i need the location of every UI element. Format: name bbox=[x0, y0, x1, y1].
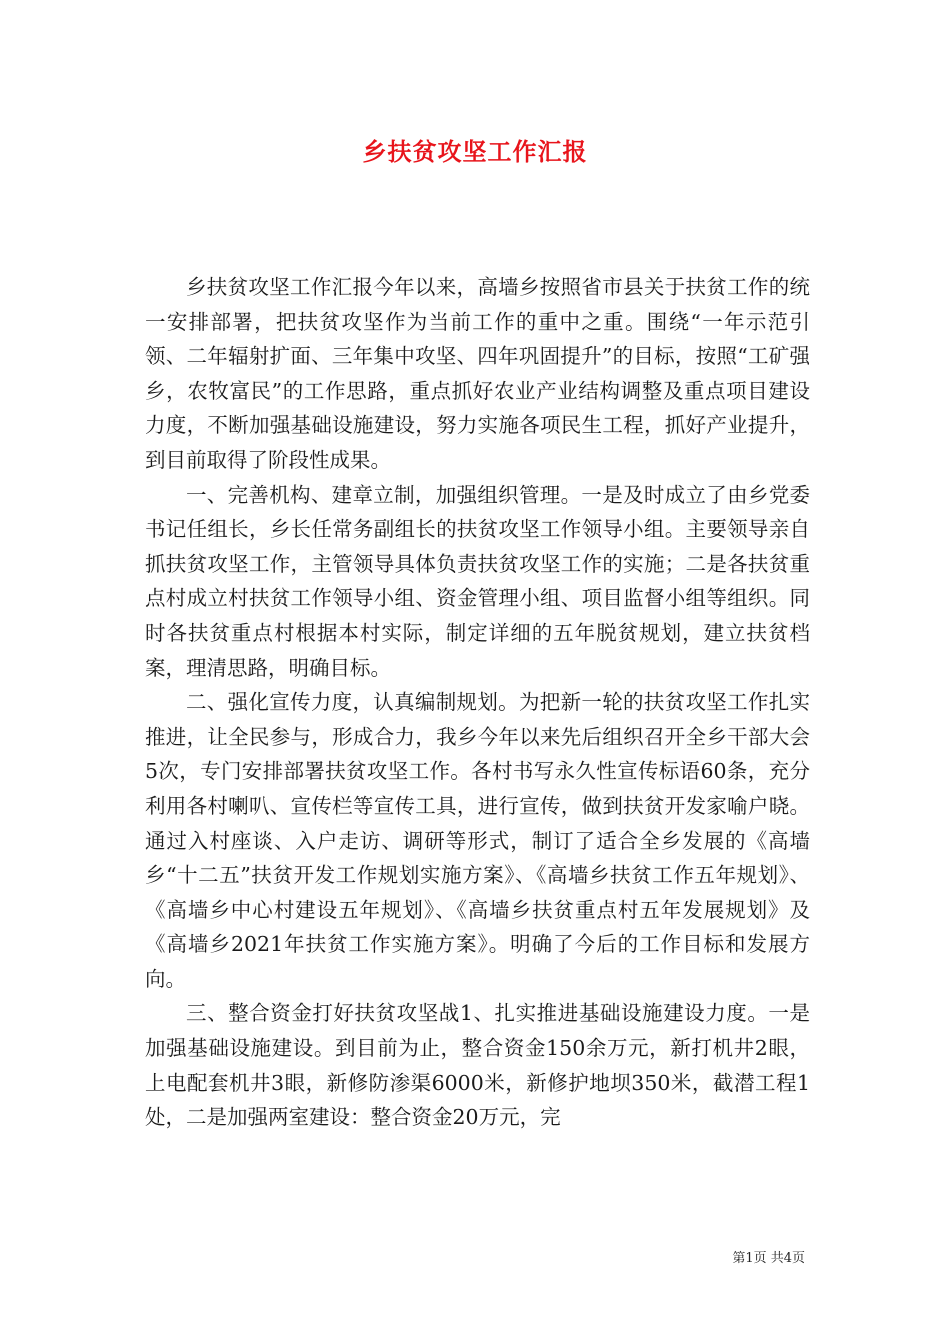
document-body bbox=[145, 270, 810, 1135]
page-number: 第1页 共4页 bbox=[732, 1251, 805, 1266]
paragraph-section-2: 二、强化宣传力度，认真编制规划。为把新一轮的扶贫攻坚工作扎实推进，让全民参与，形成合力，我乡今年以来先后组织召开全乡干部大会5次，专门安排部署扶贫攻坚工作。各村书写永久性宣传标语60条，充分利用各村喇叭、宣传栏等宣传工具，进行宣传，做到扶贫开发家喻户晓。通过入村座谈、入户走访、调研等形式，制订了适合全乡发展的《高墙乡“十二五”扶贫开发工作规划实施方案》、《高墙乡扶贫工作五年规划》、《高墙乡中心村建设五年规划》、《高墙乡扶贫重点村五年发展规划》及《高墙乡2021年扶贫工作实施方案》。明确了今后的工作目标和发展方向。 bbox=[145, 690, 810, 991]
paragraph-section-1: 一、完善机构、建章立制，加强组织管理。一是及时成立了由乡党委书记任组长，乡长任常务副组长的扶贫攻坚工作领导小组。主要领导亲自抓扶贫攻坚工作，主管领导具体负责扶贫攻坚工作的实施；二是各扶贫重点村成立村扶贫工作领导小组、资金管理小组、项目监督小组等组织。同时各扶贫重点村根据本村实际，制定详细的五年脱贫规划，建立扶贫档案，理清思路，明确目标。 bbox=[145, 482, 810, 680]
document-title: 乡扶贫攻坚工作汇报 bbox=[362, 137, 588, 166]
paragraph-intro: 乡扶贫攻坚工作汇报今年以来，高墙乡按照省市县关于扶贫工作的统一安排部署，把扶贫攻坚作为当前工作的重中之重。围绕“一年示范引领、二年辐射扩面、三年集中攻坚、四年巩固提升”的目标，按照“工矿强乡，农牧富民”的工作思路，重点抓好农业产业结构调整及重点项目建设力度，不断加强基础设施建设，努力实施各项民生工程，抓好产业提升，到目前取得了阶段性成果。 bbox=[145, 275, 810, 472]
paragraph-section-3: 三、整合资金打好扶贫攻坚战1、扎实推进基础设施建设力度。一是加强基础设施建设。到目前为止，整合资金150余万元，新打机井2眼，上电配套机井3眼，新修防渗渠6000米，新修护地坝350米，截潜工程1处，二是加强两室建设：整合资金20万元，完 bbox=[145, 1001, 810, 1130]
